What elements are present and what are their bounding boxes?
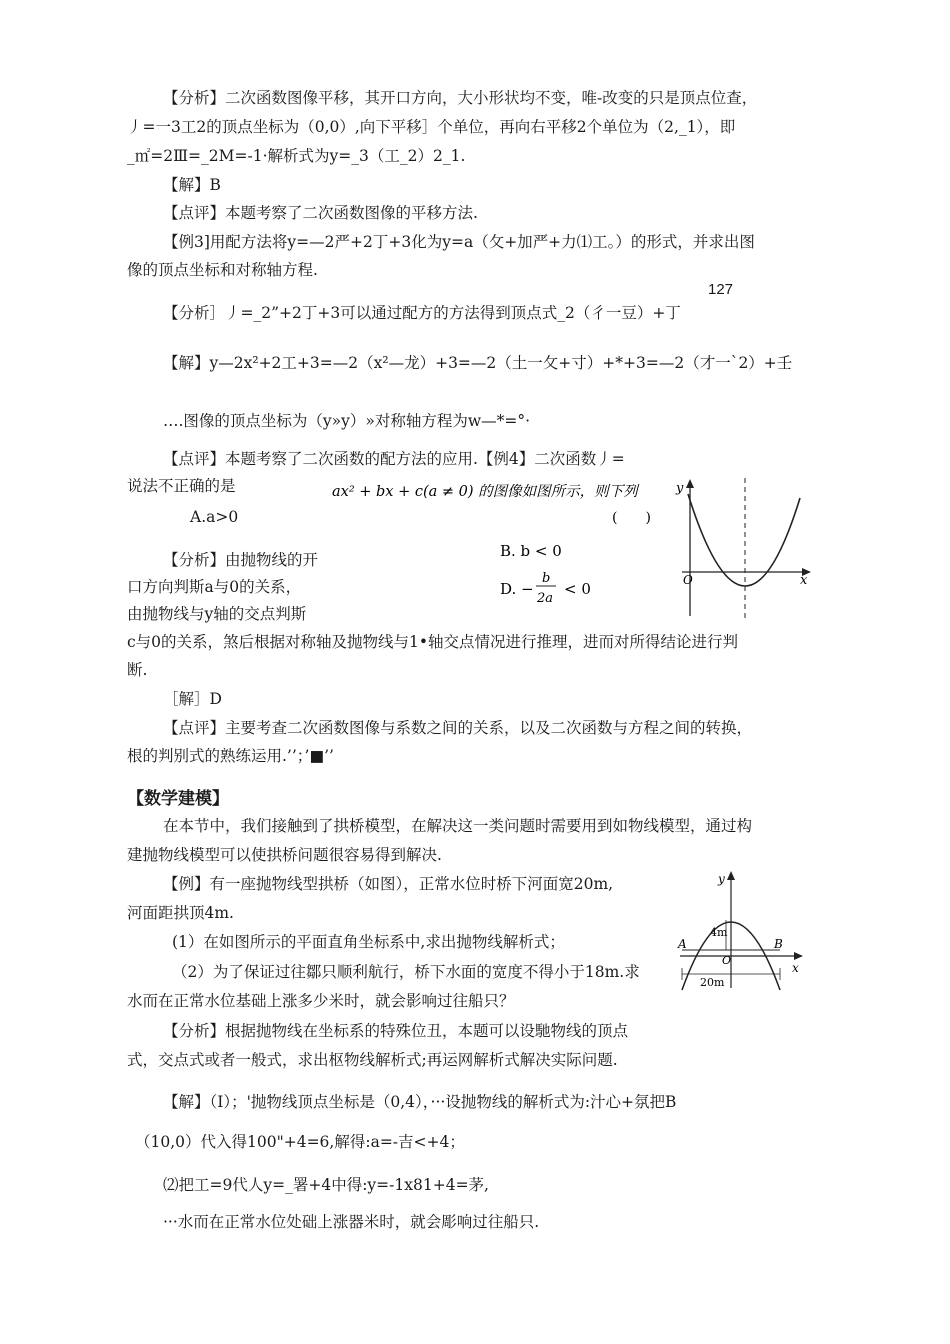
option-d-suffix: < 0 xyxy=(564,580,591,598)
text-line: 河面距拱顶4m. xyxy=(127,904,234,922)
bridge-x-label: x xyxy=(792,961,799,975)
text-line: ⑵把工=9代人y=_署+4中得:y=-1x81+4=茅, xyxy=(163,1176,489,1194)
text-line: 【点评】本题考察了二次函数的配方法的应用.【例4】二次函数丿= xyxy=(163,450,625,468)
text-line: 【分析】二次函数图像平移，其开口方向，大小形状均不变，唯-改变的只是顶点位查， xyxy=(163,89,758,107)
text-line: c与0的关系，煞后根据对称轴及抛物线与1•轴交点情况进行推理，进而对所得结论进行判 xyxy=(127,633,739,651)
text-line: 【点评】主要考查二次函数图像与系数之间的关系，以及二次函数与方程之间的转换， xyxy=(163,719,753,737)
point-b-label: B xyxy=(774,937,783,951)
graph-origin-label: O xyxy=(683,573,693,587)
figure-arch-bridge xyxy=(676,868,808,993)
text-line: 断. xyxy=(127,661,148,679)
text-line: 式，交点式或者一般式，求出枢物线解析式;再运网解析式解决实际问题. xyxy=(127,1051,618,1069)
section-heading: 【数学建模】 xyxy=(127,789,229,809)
text-line: 【解】B xyxy=(163,176,221,194)
text-line: ….图像的顶点坐标为（y»y）»对称轴方程为w—*=°· xyxy=(163,412,531,430)
page-number: 127 xyxy=(708,281,734,298)
text-line: 【点评】本题考察了二次函数图像的平移方法. xyxy=(163,204,478,222)
text-line: 【例3]用配方法将y=—2严+2丁+3化为y=a（攵+加严+力⑴工。）的形式，并求出图 xyxy=(163,233,755,251)
text-line: 【分析】由抛物线的开 xyxy=(163,551,319,569)
bridge-origin-label: O xyxy=(722,954,732,967)
text-line: （2）为了保证过往鄒只顺利航行，桥下水面的宽度不得小于18m.求 xyxy=(172,963,640,981)
figure-parabola-question xyxy=(330,476,815,621)
text-line: 【分析］丿=_2”+2丁+3可以通过配方的方法得到顶点式_2（彳一豆）+丁 xyxy=(163,304,681,322)
figure-caption: ax² + bx + c(a ≠ 0) 的图像如图所示，则下列 xyxy=(332,484,638,500)
text-line: （10,0）代入得100"+4=6,解得:a=-吉<+4； xyxy=(135,1133,465,1151)
text-line: ［解］D xyxy=(163,690,222,708)
height-label: 4m xyxy=(710,926,728,939)
option-d-denominator: 2a xyxy=(537,591,554,606)
text-line: 像的顶点坐标和对称轴方程. xyxy=(127,261,318,279)
width-label: 20m xyxy=(700,976,725,989)
bridge-y-arrow xyxy=(727,871,735,880)
text-line: (1）在如图所示的平面直角坐标系中,求出抛物线解析式； xyxy=(172,933,565,951)
text-line: 【解】y—2x²+2工+3=—2（x²—龙）+3=—2（土一攵+寸）+*+3=—2（才一`2）+壬 xyxy=(163,354,793,372)
text-line: 【解】（I）；'抛物线顶点坐标是（0,4），···设抛物线的解析式为:汁心+氛把B xyxy=(163,1093,677,1111)
option-b: B. b < 0 xyxy=(500,542,562,560)
option-d-prefix: D. − xyxy=(500,580,534,598)
text-line: 说法不正确的是 xyxy=(127,477,236,495)
text-line: 口方向判斯a与0的关系， xyxy=(127,578,302,596)
point-a-label: A xyxy=(678,937,687,951)
text-line: 根的判别式的熟练运用.’’；’■’’ xyxy=(127,747,334,765)
y-axis-arrow xyxy=(686,479,694,488)
bridge-y-label: y xyxy=(718,872,725,886)
option-a: A.a>0 xyxy=(190,508,239,526)
text-line: ···水而在正常水位处础上涨器米时，就会彫响过往船只. xyxy=(163,1213,540,1231)
text-line: 水而在正常水位基础上涨多少米时，就会影响过往船只？ xyxy=(127,992,515,1010)
graph-x-label: x xyxy=(800,573,808,588)
answer-parens: ( ) xyxy=(612,510,651,526)
bridge-x-arrow xyxy=(794,952,803,960)
text-line: 建抛物线模型可以使拱桥问题很容易得到解决. xyxy=(127,846,442,864)
graph-y-label: y xyxy=(676,481,684,496)
text-line: 由抛物线与y轴的交点判斯 xyxy=(127,605,307,623)
text-line: 【例】有一座抛物线型拱桥（如图），正常水位时桥下河面宽20m, xyxy=(163,875,614,893)
text-line: _㎡=2Ⅲ=_2M=-1·解析式为y=_3（工_2）2_1. xyxy=(127,147,466,165)
text-line: 丿=一3工2的顶点坐标为（0,0）,向下平移］个单位，再向右平移2个单位为（2,_1），即 xyxy=(127,118,736,136)
text-line: 【分析】根据抛物线在坐标系的特殊位丑，本题可以设馳物线的顶点 xyxy=(163,1022,629,1040)
text-line: 在本节中，我们接触到了拱桥模型，在解决这一类问题时需要用到如物线模型，通过构 xyxy=(163,817,753,835)
option-d-numerator: b xyxy=(542,571,551,586)
